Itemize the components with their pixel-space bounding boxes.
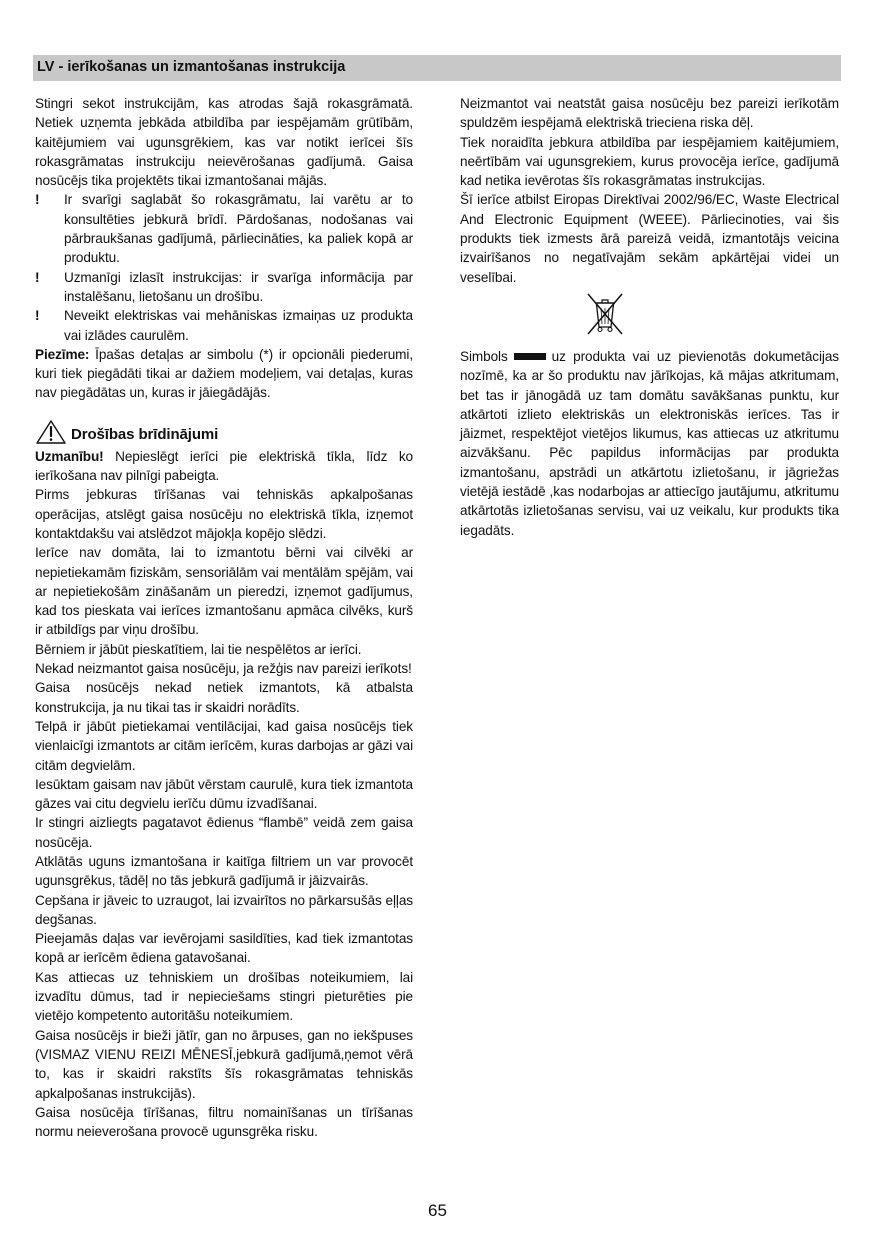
safety-paragraph: Gaisa nosūcējs nekad netiek izmantots, kā atbalsta konstrukcija, ja nu tikai tas ir skaidri norādīts.	[35, 680, 413, 715]
black-bar-symbol-icon	[514, 353, 546, 360]
symbol-text: uz produkta vai uz pievienotās dokumetācijas nozīmē, ka ar šo produktu nav jārīkojas, kā mājas atkritumam, bet tas ir jānogādā uz tam domātu savākšanas punktu, kur atkārtoti izlieto elektriskās un elektroniskās ierīces. Tas ir jāizmet, respektējot vietējos likumus, kas attiecas uz atkritumu aizvākšanu. Pēc papildus informācijas par produkta izmantošanu, apstrādi un atkārtotu izlietošanu, ir jāgriežas vietējā iestādē ,kas nodarbojas ar attiecīgo jautājumu, atkritumu atkārtotās izlietošanas servisu, vai uz veikalu, kur produkts tika iegadāts.	[460, 348, 839, 538]
safety-paragraph: Gaisa nosūcēja tīrīšanas, filtru nomainīšanas un tīrīšanas normu neieverošana provocē ugunsgrēka risku.	[35, 1104, 413, 1140]
symbol-prefix: Simbols	[460, 348, 508, 364]
header-title: LV - ierīkošanas un izmantošanas instrukcija	[37, 59, 346, 75]
weee-symbol-container	[460, 291, 839, 337]
right-paragraph: Tiek noraidīta jebkura atbildība par iespējamiem kaitējumiem, neērtībām vai ugunsgrekiem, kurus provocēja ierīce, gadījumā kad netika ievērotas šīs rokasgrāmatas instrukcijas.	[460, 134, 839, 189]
right-paragraph: Šī ierīce atbilst Eiropas Direktīvai 2002/96/EC, Waste Electrical And Electronic Equipment (WEEE). Pārliecinoties, vai šis produkts tiek izmests ārā pareizā veidā, izmantotājs veicina izvairīšanos no negatīvajām sekām apkārtējai videi un veselībai.	[460, 192, 839, 285]
safety-paragraph: Iesūktam gaisam nav jābūt vērstam caurulē, kura tiek izmantota gāzes vai citu degvielu ierīču dūmu izvadīšanai.	[35, 776, 413, 812]
safety-section-title	[35, 419, 413, 445]
bullet-text: Uzmanīgi izlasīt instrukcijas: ir svarīga informācija par instalēšanu, lietošanu un drošību.	[64, 269, 413, 304]
safety-paragraph: Kas attiecas uz tehniskiem un drošības noteikumiem, lai izvadītu dūmus, tad ir nepieciešams stingri pieturēties pie vietējo kompetento autoritāšu noteikumiem.	[35, 969, 413, 1024]
bullet-text: Neveikt elektriskas vai mehāniskas izmaiņas uz produkta vai izlādes caurulēm.	[64, 308, 413, 343]
safety-paragraph: Telpā ir jābūt pietiekamai ventilācijai, kad gaisa nosūcējs tiek vienlaicīgi izmantots ar citām ierīcēm, kuras darbojas ar gāzi vai citām degvielām.	[35, 718, 413, 773]
note-paragraph	[35, 345, 413, 403]
bullet-item	[35, 268, 413, 307]
safety-paragraph: Atklātās uguns izmantošana ir kaitīga filtriem un var provocēt ugunsgrēkus, tādēļ no tās jebkurā gadījumā ir jāizvairās.	[35, 853, 413, 889]
right-paragraph: Neizmantot vai neatstāt gaisa nosūcēju bez pareizi ierīkotām spuldzēm iespējamā elektriskā trieciena riska dēļ.	[460, 96, 839, 131]
safety-paragraph: Ierīce nav domāta, lai to izmantotu bērni vai cilvēki ar nepietiekamām fiziskām, sensoriālām vai mentālām spējām, vai ar nepietiekošām zināšanām un pieredzi, izņemot gadījumus, kad tos pieskata vai ierīces izmantošanu apmāca cilvēks, kurš ir atbildīgs par viņu drošību.	[35, 545, 413, 638]
safety-paragraph: Pieejamās daļas var ievērojami sasildīties, kad tiek izmantotas kopā ar ierīcēm ēdiena gatavošanai.	[35, 931, 413, 966]
bullet-item	[35, 190, 413, 267]
page-header	[33, 55, 841, 81]
warning-triangle-icon	[35, 419, 67, 445]
exclamation-icon: !	[35, 308, 40, 324]
attention-label: Uzmanību!	[35, 448, 104, 464]
safety-title-text: Drošības brīdinājumi	[71, 425, 219, 443]
symbol-paragraph	[460, 347, 839, 540]
exclamation-icon: !	[35, 192, 40, 208]
crossed-out-bin-icon	[583, 291, 627, 337]
intro-paragraph: Stingri sekot instrukcijām, kas atrodas šajā rokasgrāmatā. Netiek uzņemta jebkāda atbildība par iespējamām grūtībām, kaitējumiem vai ugunsgrēkiem, kas var notikt ierīcei šīs rokasgrāmatas instrukciju neievērošanas gadījumā. Gaisa nosūcējs tika projektēts tikai izmantošanai mājās.	[35, 96, 413, 189]
note-label: Piezīme:	[35, 346, 90, 362]
safety-paragraph: Nekad neizmantot gaisa nosūcēju, ja režģis nav pareizi ierīkots!	[35, 661, 412, 677]
safety-paragraph: Ir stingri aizliegts pagatavot ēdienus “flambē” veidā zem gaisa nosūcēja.	[35, 815, 413, 850]
attention-paragraph	[35, 447, 413, 486]
right-column	[460, 94, 839, 540]
page-number: 65	[428, 1201, 447, 1220]
bullet-item	[35, 306, 413, 345]
safety-paragraph: Bērniem ir jābūt pieskatītiem, lai tie nespēlētos ar ierīci.	[35, 641, 362, 657]
left-column	[35, 94, 413, 1141]
bullet-text: Ir svarīgi saglabāt šo rokasgrāmatu, lai varētu ar to konsultēties jebkurā brīdī. Pārdošanas, nodošanas vai pārbraukšanas gadījumā, pārliecināties, ka paliek kopā ar produktu.	[64, 192, 413, 266]
exclamation-icon: !	[35, 269, 40, 285]
safety-paragraph: Gaisa nosūcējs ir bieži jātīr, gan no ārpuses, gan no iekšpuses (VISMAZ VIENU REIZI MĒNESĪ,jebkurā gadījumā,ņemot vērā to, kas ir skaidri rakstīts šīs rokasgrāmatas tehniskās apkalpošanas instrukcijās).	[35, 1027, 413, 1101]
attention-text: Nepieslēgt ierīci pie elektriskā tīkla, līdz ko ierīkošana nav pilnīgi pabeigta.	[35, 448, 413, 484]
safety-paragraph: Pirms jebkuras tīrīšanas vai tehniskās apkalpošanas operācijas, atslēgt gaisa nosūcēju no elektriskā tīkla, izņemot kontaktdakšu vai atslēdzot mājokļa kopējo slēdzi.	[35, 487, 413, 541]
note-text: Īpašas detaļas ar simbolu (*) ir opcionāli piederumi, kuri tiek piegādāti tikai ar dažiem modeļiem, vai detaļas, kuras nav piegādātas un, kuras ir jāiegādājās.	[35, 346, 413, 401]
safety-paragraph: Cepšana ir jāveic to uzraugot, lai izvairītos no pārkarsušās eļļas degšanas.	[35, 892, 413, 927]
